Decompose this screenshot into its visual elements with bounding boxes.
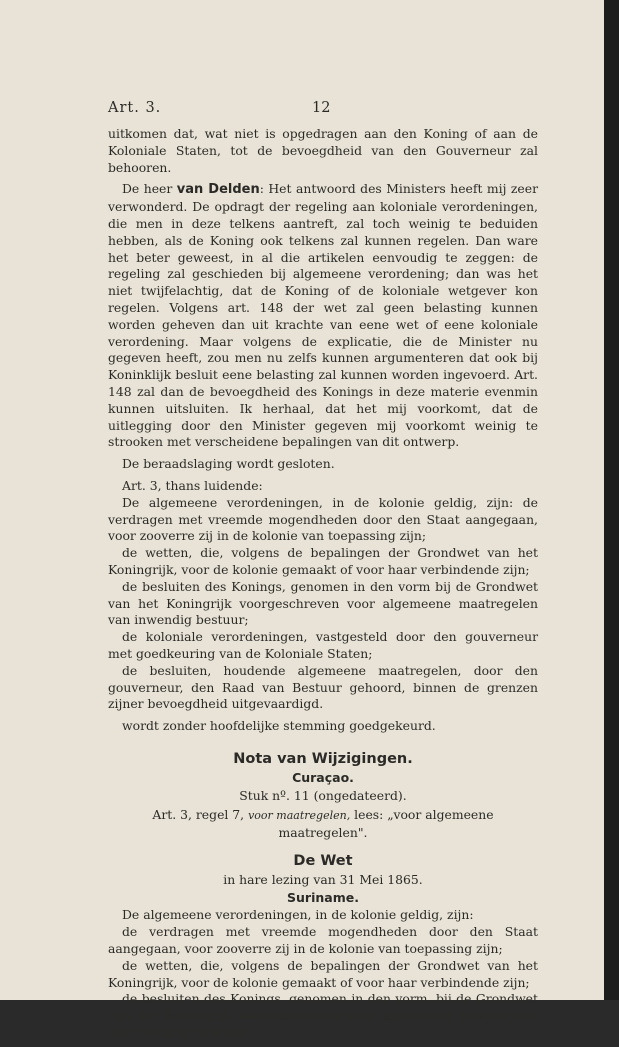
speaker-name: van Delden [176, 182, 260, 198]
book-spine-edge [604, 0, 619, 1000]
running-head-article: Art. 3. [108, 100, 162, 116]
art3-intro: Art. 3, thans luidende: [122, 477, 263, 493]
art3-item: de besluiten, houdende algemeene maatregelen, door den gouverneur, den Raad van Bestuur gehoord, binnen de grenzen zijner bevoegdheid uitgevaardigd. [108, 662, 538, 712]
wet-item: de wetten, die, volgens de bepalingen der Grondwet van het Koningrijk, voor de kolonie gemaakt of voor haar verbindende zijn; [108, 957, 538, 990]
adopted-paragraph: wordt zonder hoofdelijke stemming goedgekeurd. [122, 718, 436, 734]
speech-intro: De heer [122, 181, 173, 197]
page-body [108, 126, 538, 1047]
paragraph-continuation: uitkomen dat, wat niet is opgedragen aan den Koning of aan de Koloniale Staten, tot de bevoegdheid van den Gouverneur zal behooren. [108, 126, 538, 175]
nota-change-suffix: lees: „voor algemeene maatregelen". [278, 806, 494, 840]
debate-closed-paragraph: De beraadslaging wordt gesloten. [122, 456, 335, 472]
art3-item: de koloniale verordeningen, vastgesteld door den gouverneur met goedkeuring van de Koloniale Staten; [108, 629, 538, 661]
art3-item: de besluiten des Konings, genomen in den vorm bij de Grondwet van het Koningrijk voorgeschreven voor algemeene maatregelen van inwendig bestuur; [108, 578, 538, 628]
speech-van-delden [108, 181, 538, 451]
wet-text [108, 907, 538, 1041]
nota-stuk: Stuk nº. 11 (ongedateerd). [239, 787, 407, 803]
nota-title: Nota van Wijzigingen. [233, 750, 413, 767]
page-number: 12 [312, 100, 331, 116]
nota-change-italic: voor maatregelen, [248, 808, 351, 822]
wet-item: De algemeene verordeningen, in de kolonie geldig, zijn: [122, 907, 474, 923]
nota-change-prefix: Art. 3, regel 7, [152, 806, 245, 822]
wet-item: de verdragen met vreemde mogendheden door den Staat aangegaan, voor zooverre zij in de kolonie van toepassing zijn; [108, 924, 538, 957]
nota-change [108, 807, 538, 842]
speech-text: : Het antwoord des Ministers heeft mij zeer verwonderd. De opdragt der regeling aan koloniale verordeningen, die men in deze telkens aantreft, zal toch weinig te beduiden hebben, als de Koning ook telkens zal kunnen regelen. Dan ware het beter geweest, in al die artikelen eenvoudig te zeggen: de regeling zal geschieden bij algemeene verordening; dan was het niet twijfelachtig, dat de Koning of de koloniale wetgever kon regelen. Volgens art. 148 der wet zal geen belasting kunnen worden geheven dan uit krachte van eene wet of eene koloniale verordening. Maar volgens de explicatie, die de Minister nu gegeven heeft, zou men nu zelfs kunnen argumenteren dat ook bij Koninklijk besluit eene belasting zal kunnen worden ingevoerd. Art. 148 zal dan de bevoegdheid des Konings in deze materie evenmin kunnen uitsluiten. Ik herhaal, dat het mij voorkomt, dat de uitlegging door den Minister gegeven mij voorkomt weinig te strooken met verscheidene bepalingen van dit ontwerp. [108, 181, 538, 450]
wet-title: De Wet [293, 853, 353, 870]
nota-place: Curaçao. [292, 769, 354, 785]
wet-item: de besluiten des Konings, genomen in den vorm, bij de Grondwet van het Koningrijk voorgeschreven voor algemeene maatregelen van inwendig bestuur; [108, 991, 538, 1041]
wet-date-line: in hare lezing van 31 Mei 1865. [223, 872, 423, 888]
wet-place: Suriname. [287, 890, 359, 906]
running-head [0, 100, 604, 120]
art3-item: De algemeene verordeningen, in de kolonie geldig, zijn: de verdragen met vreemde mogendheden door den Staat aangegaan, voor zooverre zij in de kolonie van toepassing zijn; [108, 494, 538, 544]
art3-text [108, 478, 538, 713]
art3-item: de wetten, die, volgens de bepalingen der Grondwet van het Koningrijk, voor de kolonie gemaakt of voor haar verbindende zijn; [108, 545, 538, 577]
